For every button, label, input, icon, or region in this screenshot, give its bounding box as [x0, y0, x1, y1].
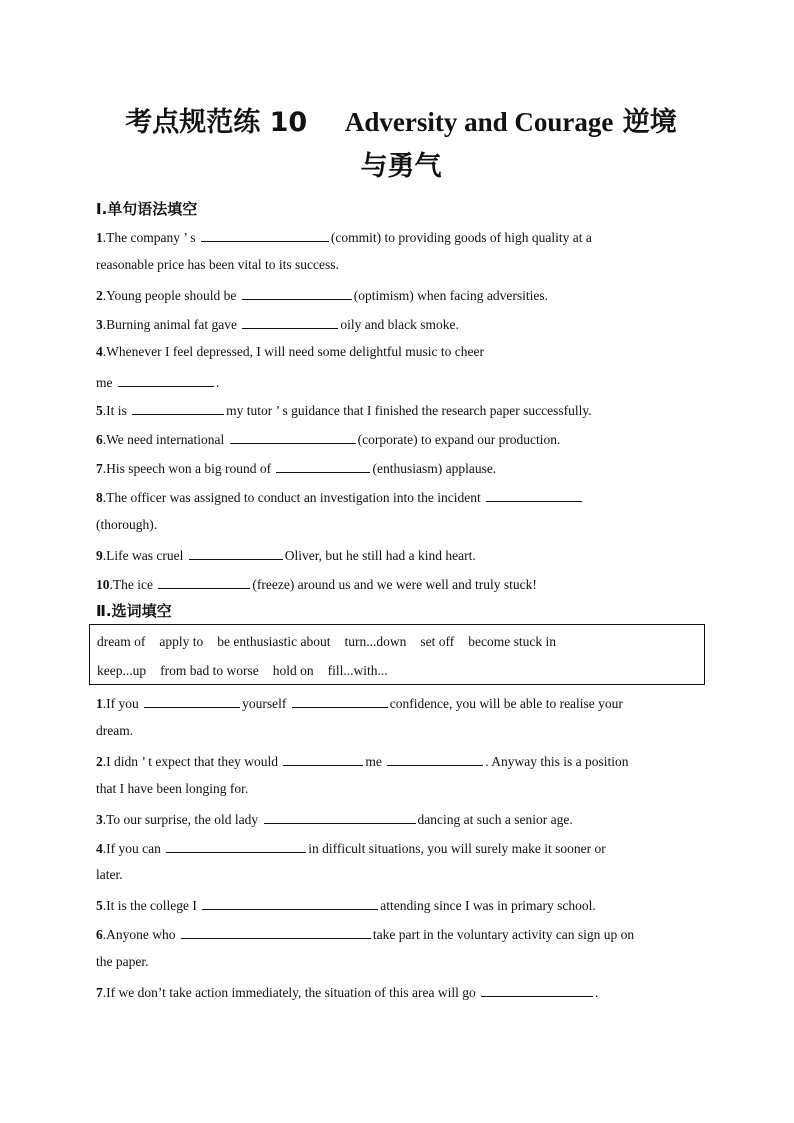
answer-blank[interactable]	[181, 925, 371, 939]
answer-blank[interactable]	[230, 430, 356, 444]
s2-item-3-line-1	[96, 810, 706, 828]
answer-blank[interactable]	[264, 810, 416, 824]
item-number: 3	[96, 316, 103, 332]
s1-item-8-line-1	[96, 488, 706, 506]
item-text: .Burning animal fat gave	[102, 316, 241, 332]
s2-item-1-line-1	[96, 694, 706, 712]
item-text: oily and black smoke.	[340, 316, 459, 332]
item-text: .I didn ’ t expect that they would	[102, 753, 282, 769]
answer-blank[interactable]	[242, 286, 352, 300]
answer-blank[interactable]	[481, 983, 593, 997]
item-text: my tutor ’ s guidance that I finished the research paper successfully.	[226, 403, 592, 419]
answer-blank[interactable]	[242, 315, 338, 329]
item-text: .	[215, 374, 220, 390]
item-text: .Young people should be	[102, 287, 240, 303]
s1-item-7-line-1	[96, 459, 706, 477]
page-title	[95, 100, 707, 189]
s1-item-5-line-1	[96, 401, 706, 419]
item-text: take part in the voluntary activity can sign up on	[372, 927, 635, 943]
answer-blank[interactable]	[292, 694, 388, 708]
answer-blank[interactable]	[201, 228, 329, 242]
answer-blank[interactable]	[276, 459, 370, 473]
item-number: 4	[96, 343, 103, 359]
item-number: 1	[96, 230, 103, 245]
answer-blank[interactable]	[202, 896, 378, 910]
section-2-heading: Ⅱ.选词填空	[96, 602, 172, 620]
item-text: .His speech won a big round of	[102, 461, 275, 477]
item-text: .The company ’ s	[102, 230, 199, 245]
item-text: attending since I was in primary school.	[380, 898, 596, 914]
answer-blank[interactable]	[283, 752, 363, 766]
item-text: dream.	[96, 722, 134, 738]
item-number: 5	[96, 898, 103, 914]
s2-item-6-line-2	[96, 954, 706, 970]
s2-item-2-line-2	[96, 781, 706, 797]
s2-item-6-line-1	[96, 925, 706, 943]
item-text: .Anyone who	[102, 927, 179, 943]
item-text: .It is	[102, 403, 131, 419]
item-text: .The ice	[109, 576, 157, 592]
s1-item-1-line-2	[96, 257, 706, 273]
item-number: 8	[96, 490, 103, 506]
word-bank-row-2	[97, 663, 402, 679]
answer-blank[interactable]	[387, 752, 483, 766]
item-text: later.	[96, 867, 123, 883]
answer-blank[interactable]	[118, 373, 214, 387]
s1-item-10-line-1	[96, 575, 706, 593]
item-number: 6	[96, 432, 103, 448]
s1-item-6-line-1	[96, 430, 706, 448]
word-bank-box	[89, 624, 705, 685]
item-text: .Life was cruel	[102, 547, 187, 563]
s1-item-4-line-1	[96, 344, 706, 360]
item-text: reasonable price has been vital to its success.	[96, 256, 339, 272]
item-text: in difficult situations, you will surely make it sooner or	[308, 840, 606, 856]
item-text: .If you	[102, 696, 143, 711]
word-bank-entry: dream of	[97, 634, 146, 649]
s1-item-9-line-1	[96, 546, 706, 564]
title-line-2: 与勇气	[360, 151, 442, 182]
item-text: .To our surprise, the old lady	[102, 811, 262, 827]
answer-blank[interactable]	[166, 839, 306, 853]
s2-item-7-line-1	[96, 983, 706, 1001]
item-text: me	[96, 374, 116, 390]
item-text: .	[595, 985, 599, 1000]
title-tail: 逆境	[622, 107, 677, 138]
item-number: 7	[96, 461, 103, 477]
item-text: (enthusiasm) applause.	[372, 461, 497, 477]
item-number: 10	[96, 576, 110, 592]
answer-blank[interactable]	[158, 575, 250, 589]
s2-item-2-line-1	[96, 752, 706, 770]
item-text: Oliver, but he still had a kind heart.	[284, 547, 476, 563]
word-bank-entry: become stuck in	[468, 634, 556, 649]
s1-item-2-line-1	[96, 286, 706, 304]
item-number: 6	[96, 927, 103, 943]
item-text: that I have been longing for.	[96, 780, 249, 796]
item-number: 5	[96, 403, 103, 419]
word-bank-entry: apply to	[159, 634, 204, 649]
s2-item-4-line-1	[96, 839, 706, 857]
s1-item-4-line-2	[96, 373, 706, 391]
word-bank-entry: turn...down	[344, 634, 407, 649]
word-bank-entry: set off	[420, 634, 455, 649]
item-text: .Whenever I feel depressed, I will need some delightful music to cheer	[102, 343, 484, 359]
item-text: (optimism) when facing adversities.	[353, 287, 548, 303]
word-bank-entry: from bad to worse	[160, 663, 259, 678]
answer-blank[interactable]	[486, 488, 582, 502]
answer-blank[interactable]	[144, 694, 240, 708]
word-bank-entry: keep...up	[97, 663, 147, 678]
word-bank-entry: hold on	[272, 663, 314, 678]
item-number: 3	[96, 811, 103, 827]
item-text: (freeze) around us and we were well and truly stuck!	[252, 576, 537, 592]
item-text: .We need international	[102, 432, 228, 448]
section-1-heading: Ⅰ.单句语法填空	[96, 200, 198, 218]
item-number: 7	[96, 985, 103, 1000]
s1-item-1-line-1	[96, 228, 706, 246]
item-text: confidence, you will be able to realise your	[389, 696, 623, 711]
s1-item-3-line-1	[96, 315, 706, 333]
word-bank-row-1	[97, 634, 570, 650]
item-text: .If we don’t take action immediately, the situation of this area will go	[102, 985, 480, 1000]
item-number: 4	[96, 840, 103, 856]
title-cn: 考点规范练 10	[125, 107, 308, 138]
item-number: 9	[96, 547, 103, 563]
item-text: .The officer was assigned to conduct an investigation into the incident	[102, 490, 485, 506]
title-line-1	[95, 100, 707, 145]
item-text: .It is the college I	[102, 898, 201, 914]
title-en: Adversity and Courage	[344, 107, 614, 137]
answer-blank[interactable]	[132, 401, 224, 415]
s1-item-8-line-2	[96, 517, 706, 533]
item-text: . Anyway this is a position	[485, 753, 629, 769]
word-bank-entry: fill...with...	[327, 663, 388, 678]
item-text: me	[365, 753, 386, 769]
s2-item-5-line-1	[96, 896, 706, 914]
s2-item-4-line-2	[96, 867, 706, 883]
answer-blank[interactable]	[189, 546, 283, 560]
item-text: yourself	[242, 696, 290, 711]
item-text: (thorough).	[96, 517, 158, 532]
item-number: 2	[96, 287, 103, 303]
item-text: .If you can	[102, 840, 165, 856]
item-text: (commit) to providing goods of high quality at a	[330, 230, 592, 245]
item-number: 1	[96, 696, 103, 711]
item-text: (corporate) to expand our production.	[357, 432, 561, 448]
s2-item-1-line-2	[96, 723, 706, 739]
item-text: dancing at such a senior age.	[417, 811, 573, 827]
item-number: 2	[96, 753, 103, 769]
word-bank-entry: be enthusiastic about	[217, 634, 331, 649]
item-text: the paper.	[96, 954, 149, 970]
